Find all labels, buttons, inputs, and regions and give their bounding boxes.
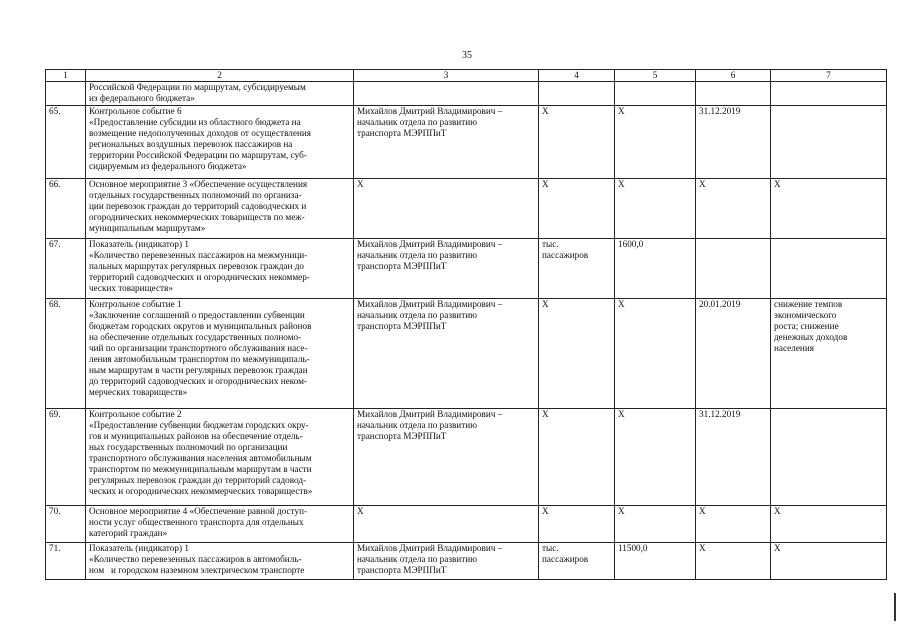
row-col7: X [771,179,887,239]
row-col5: X [615,506,696,543]
row-responsible: X [354,506,539,543]
row-responsible: Михайлов Дмитрий Владимирович – начальник отдела по развитию транспорта МЭРППиТ [354,106,539,179]
table-row [46,82,887,106]
column-number: 7 [771,70,887,82]
row-col6: 31.12.2019 [696,409,771,506]
table-row [46,299,887,409]
row-col4: X [539,106,615,179]
table-row [46,543,887,580]
row-description: Контрольное событие 1 «Заключение соглашений о предоставлении субвенции бюджетам городских округов и муниципальных районов на обеспечение отдельных государственных полномо- чий по организации транспортного обслуживания насе- ления автомобильным транспортом по межмуниципаль- ным маршрутам в части регулярных перевозок граждан до территорий садоводческих и огороднических неком- мерческих товариществ» [86,299,354,409]
row-col5: 1600,0 [615,239,696,299]
column-number: 2 [86,70,354,82]
column-number: 6 [696,70,771,82]
row-description: Основное мероприятие 3 «Обеспечение осуществления отдельных государственных полномочий по организа- ции перевозок граждан до территорий садоводческих и огороднических некоммерческих товариществ по меж- муниципальным маршрутам» [86,179,354,239]
row-col6 [696,82,771,106]
row-col7 [771,239,887,299]
row-responsible [354,82,539,106]
row-col4: X [539,409,615,506]
row-number: 65. [46,106,86,179]
row-col5: X [615,299,696,409]
row-col5 [615,82,696,106]
table-row [46,409,887,506]
row-number: 66. [46,179,86,239]
row-risks: снижение темпов экономического роста; снижение денежных доходов населения [771,299,887,409]
row-description: Контрольное событие 6 «Предоставление субсидии из областного бюджета на возмещение недополученных доходов от осуществления региональных воздушных перевозок пассажиров на территории Российской Федерации по маршрутам, суб- сидируемым из федерального бюджета» [86,106,354,179]
row-description: Основное мероприятие 4 «Обеспечение равной доступ- ности услуг общественного транспорта для отдельных категорий граждан» [86,506,354,543]
row-description: Контрольное событие 2 «Предоставление субвенции бюджетам городских окру- гов и муниципальных районов на обеспечение отдель- ных государственных полномочий по организации транспортного обслуживания населения автомобильным транспортом по межмуниципальным маршрутам в части регулярных перевозок граждан до территорий садовод- ческих и огороднических некоммерческих товариществ» [86,409,354,506]
table-row [46,506,887,543]
column-number: 3 [354,70,539,82]
row-col5: X [615,106,696,179]
row-responsible: X [354,179,539,239]
row-number [46,82,86,106]
table-row [46,106,887,179]
table-row [46,179,887,239]
row-number: 68. [46,299,86,409]
row-col6: 20.01.2019 [696,299,771,409]
row-responsible: Михайлов Дмитрий Владимирович – начальник отдела по развитию транспорта МЭРППиТ [354,299,539,409]
row-number: 67. [46,239,86,299]
column-number: 1 [46,70,86,82]
row-responsible: Михайлов Дмитрий Владимирович – начальник отдела по развитию транспорта МЭРППиТ [354,543,539,580]
row-number: 69. [46,409,86,506]
row-description: Показатель (индикатор) 1 «Количество перевезенных пассажиров на межмуници- пальных маршрутах регулярных перевозок граждан до территорий садоводческих и огороднических некоммер- ческих товариществ» [86,239,354,299]
scan-edge-mark [894,593,896,621]
row-col7: X [771,506,887,543]
row-col6: X [696,179,771,239]
column-number-row [46,70,887,82]
row-col7 [771,82,887,106]
row-col7: X [771,543,887,580]
row-responsible: Михайлов Дмитрий Владимирович – начальник отдела по развитию транспорта МЭРППиТ [354,409,539,506]
row-number: 71. [46,543,86,580]
row-description: Показатель (индикатор) 1 «Количество перевезенных пассажиров в автомобиль- ном и городском наземном электрическом транспорте [86,543,354,580]
row-col4: X [539,179,615,239]
row-col5: X [615,409,696,506]
table-row [46,239,887,299]
row-col4 [539,82,615,106]
activity-table [45,69,887,580]
row-number: 70. [46,506,86,543]
row-description: Российской Федерации по маршрутам, субсидируемым из федерального бюджета» [86,82,354,106]
row-col5: 11500,0 [615,543,696,580]
row-responsible: Михайлов Дмитрий Владимирович – начальник отдела по развитию транспорта МЭРППиТ [354,239,539,299]
row-col6: X [696,506,771,543]
row-col6: X [696,543,771,580]
row-col4: X [539,506,615,543]
row-col6: 31.12.2019 [696,106,771,179]
row-col5: X [615,179,696,239]
row-col6 [696,239,771,299]
column-number: 5 [615,70,696,82]
row-unit: тыс. пассажиров [539,239,615,299]
row-col4: X [539,299,615,409]
column-number: 4 [539,70,615,82]
row-col7 [771,106,887,179]
row-col7 [771,409,887,506]
page-number: 35 [462,50,472,61]
row-unit: тыс. пассажиров [539,543,615,580]
